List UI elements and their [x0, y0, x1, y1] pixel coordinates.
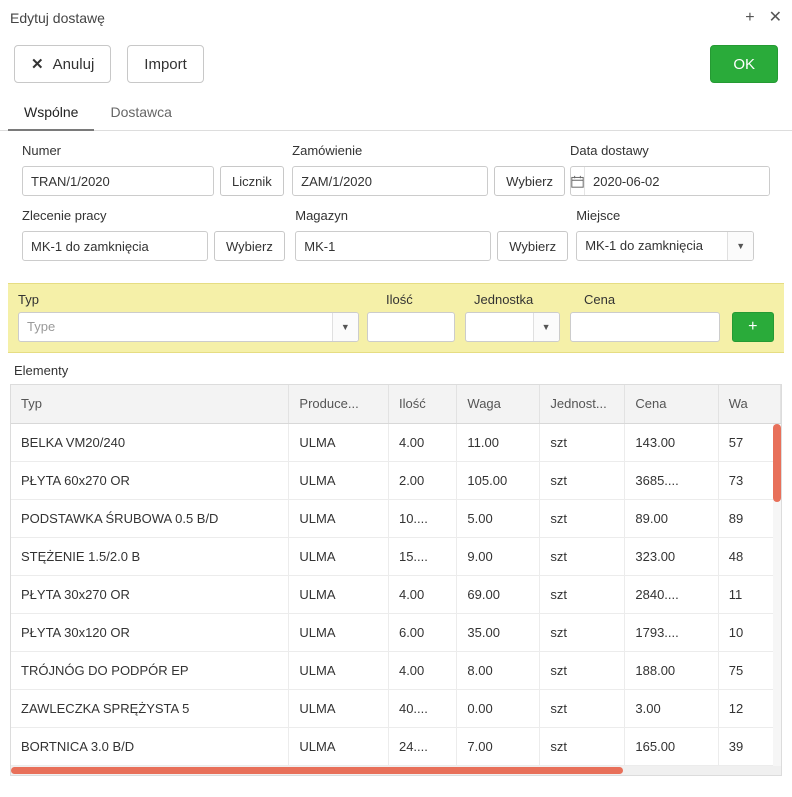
close-icon[interactable]: ✕ [768, 9, 782, 26]
chevron-down-icon[interactable]: ▼ [533, 313, 559, 341]
cell-cena: 89.00 [625, 499, 718, 537]
col-header-jednostka[interactable]: Jednost... [540, 385, 625, 423]
field-magazyn [295, 208, 576, 261]
cell-jednostka: szt [540, 613, 625, 651]
cell-producent: ULMA [289, 423, 389, 461]
zamowienie-wybierz-button[interactable]: Wybierz [494, 166, 565, 196]
add-jednostka-select[interactable] [465, 312, 560, 342]
field-miejsce [576, 208, 770, 261]
cell-wartosc: 57 [718, 423, 780, 461]
cell-producent: ULMA [289, 499, 389, 537]
cell-wartosc: 73 [718, 461, 780, 499]
cell-typ: TRÓJNÓG DO PODPÓR EP [11, 651, 289, 689]
cell-producent: ULMA [289, 727, 389, 765]
cell-cena: 1793.... [625, 613, 718, 651]
table-row[interactable] [11, 613, 781, 651]
cell-jednostka: szt [540, 575, 625, 613]
cell-cena: 323.00 [625, 537, 718, 575]
cell-jednostka: szt [540, 537, 625, 575]
data-dostawy-input[interactable] [585, 167, 770, 195]
add-ilosc-label: Ilość [386, 292, 413, 307]
cell-producent: ULMA [289, 461, 389, 499]
form-row-2 [22, 208, 770, 261]
add-bar-labels [18, 292, 774, 307]
cell-producent: ULMA [289, 575, 389, 613]
cell-ilosc: 4.00 [388, 575, 456, 613]
cell-waga: 7.00 [457, 727, 540, 765]
table-row[interactable] [11, 423, 781, 461]
field-zlecenie-pracy [22, 208, 295, 261]
calendar-icon [571, 167, 585, 195]
zamowienie-label: Zamówienie [292, 143, 363, 158]
miejsce-label: Miejsce [576, 208, 621, 223]
tab-wspolne[interactable]: Wspólne [8, 96, 94, 131]
add-typ-placeholder: Type [27, 319, 56, 334]
table-row[interactable] [11, 499, 781, 537]
window-titlebar [0, 0, 792, 36]
cell-ilosc: 4.00 [388, 423, 456, 461]
elementy-label: Elementy [14, 363, 69, 378]
table-body [11, 423, 781, 765]
table-row[interactable] [11, 651, 781, 689]
zlecenie-input[interactable] [22, 231, 208, 261]
horizontal-scrollbar-thumb[interactable] [11, 767, 623, 774]
table-row[interactable] [11, 537, 781, 575]
cell-waga: 5.00 [457, 499, 540, 537]
cell-cena: 2840.... [625, 575, 718, 613]
window-title: Edytuj dostawę [10, 10, 105, 26]
add-cena-input[interactable] [570, 312, 720, 342]
col-header-producent[interactable]: Produce... [289, 385, 389, 423]
magazyn-label: Magazyn [295, 208, 348, 223]
cell-jednostka: szt [540, 499, 625, 537]
cell-jednostka: szt [540, 423, 625, 461]
cell-waga: 8.00 [457, 651, 540, 689]
vertical-scrollbar-thumb[interactable] [773, 424, 781, 502]
cell-cena: 165.00 [625, 727, 718, 765]
cell-jednostka: szt [540, 727, 625, 765]
table-row[interactable] [11, 575, 781, 613]
ok-button[interactable]: OK [710, 45, 778, 83]
elementy-table [10, 384, 782, 766]
chevron-down-icon[interactable]: ▼ [727, 232, 753, 260]
col-header-waga[interactable]: Waga [457, 385, 540, 423]
col-header-wartosc[interactable]: Wa [718, 385, 780, 423]
table-row[interactable] [11, 461, 781, 499]
licznik-button[interactable]: Licznik [220, 166, 284, 196]
zlecenie-wybierz-button[interactable]: Wybierz [214, 231, 285, 261]
numer-input[interactable] [22, 166, 214, 196]
cell-typ: PŁYTA 30x120 OR [11, 613, 289, 651]
data-dostawy-label: Data dostawy [570, 143, 649, 158]
cell-cena: 3685.... [625, 461, 718, 499]
chevron-down-icon[interactable]: ▼ [332, 313, 358, 341]
numer-label: Numer [22, 143, 62, 158]
cell-jednostka: szt [540, 689, 625, 727]
cell-jednostka: szt [540, 461, 625, 499]
cell-ilosc: 15.... [388, 537, 456, 575]
vertical-scrollbar[interactable] [773, 424, 781, 766]
data-dostawy-control[interactable] [570, 166, 770, 196]
add-element-bar [8, 283, 784, 353]
cell-typ: STĘŻENIE 1.5/2.0 B [11, 537, 289, 575]
zamowienie-input[interactable] [292, 166, 488, 196]
add-typ-label: Typ [18, 292, 39, 307]
cell-wartosc: 11 [718, 575, 780, 613]
add-typ-select[interactable] [18, 312, 359, 342]
cell-wartosc: 75 [718, 651, 780, 689]
cell-typ: ZAWLECZKA SPRĘŻYSTA 5 [11, 689, 289, 727]
col-header-cena[interactable]: Cena [625, 385, 718, 423]
miejsce-select[interactable] [576, 231, 754, 261]
table-row[interactable] [11, 727, 781, 765]
table-row[interactable] [11, 689, 781, 727]
cell-typ: BORTNICA 3.0 B/D [11, 727, 289, 765]
cell-ilosc: 24.... [388, 727, 456, 765]
cell-waga: 0.00 [457, 689, 540, 727]
field-zamowienie [292, 143, 570, 196]
add-jednostka-label: Jednostka [474, 292, 534, 307]
main-toolbar [0, 36, 792, 92]
table-header-row [11, 385, 781, 423]
cell-waga: 105.00 [457, 461, 540, 499]
cell-waga: 11.00 [457, 423, 540, 461]
cell-ilosc: 6.00 [388, 613, 456, 651]
magazyn-input[interactable] [295, 231, 491, 261]
cell-typ: PODSTAWKA ŚRUBOWA 0.5 B/D [11, 499, 289, 537]
cell-wartosc: 10 [718, 613, 780, 651]
cell-typ: PŁYTA 60x270 OR [11, 461, 289, 499]
cell-cena: 3.00 [625, 689, 718, 727]
form-row-1 [22, 143, 770, 196]
add-bar-fields [18, 312, 774, 342]
cell-waga: 35.00 [457, 613, 540, 651]
cell-cena: 188.00 [625, 651, 718, 689]
cell-wartosc: 39 [718, 727, 780, 765]
delivery-form [0, 131, 792, 273]
cell-ilosc: 4.00 [388, 651, 456, 689]
cell-wartosc: 48 [718, 537, 780, 575]
cell-typ: BELKA VM20/240 [11, 423, 289, 461]
field-data-dostawy [570, 143, 770, 196]
cell-jednostka: szt [540, 651, 625, 689]
tab-dostawca[interactable]: Dostawca [110, 104, 172, 120]
cell-wartosc: 89 [718, 499, 780, 537]
field-numer [22, 143, 292, 196]
zlecenie-label: Zlecenie pracy [22, 208, 107, 223]
cell-waga: 9.00 [457, 537, 540, 575]
add-window-icon[interactable]: + [745, 9, 755, 26]
cell-producent: ULMA [289, 651, 389, 689]
cell-ilosc: 10.... [388, 499, 456, 537]
cell-producent: ULMA [289, 689, 389, 727]
cell-cena: 143.00 [625, 423, 718, 461]
add-row-button[interactable]: + [732, 312, 774, 342]
miejsce-value: MK-1 do zamknięcia [585, 238, 703, 253]
add-cena-label: Cena [584, 292, 616, 307]
add-ilosc-input[interactable] [367, 312, 455, 342]
window-controls [745, 0, 782, 36]
cell-ilosc: 40.... [388, 689, 456, 727]
import-button[interactable]: Import [127, 45, 204, 83]
cell-producent: ULMA [289, 613, 389, 651]
cell-wartosc: 12 [718, 689, 780, 727]
cell-typ: PŁYTA 30x270 OR [11, 575, 289, 613]
cell-waga: 69.00 [457, 575, 540, 613]
horizontal-scrollbar[interactable] [10, 766, 782, 776]
cell-ilosc: 2.00 [388, 461, 456, 499]
close-x-icon: ✕ [31, 55, 44, 73]
col-header-typ[interactable]: Typ [11, 385, 289, 423]
tab-bar [0, 96, 792, 131]
col-header-ilosc[interactable]: Ilość [388, 385, 456, 423]
cancel-button-label: Anuluj [52, 55, 95, 73]
cell-producent: ULMA [289, 537, 389, 575]
magazyn-wybierz-button[interactable]: Wybierz [497, 231, 568, 261]
cancel-button[interactable] [14, 45, 111, 83]
